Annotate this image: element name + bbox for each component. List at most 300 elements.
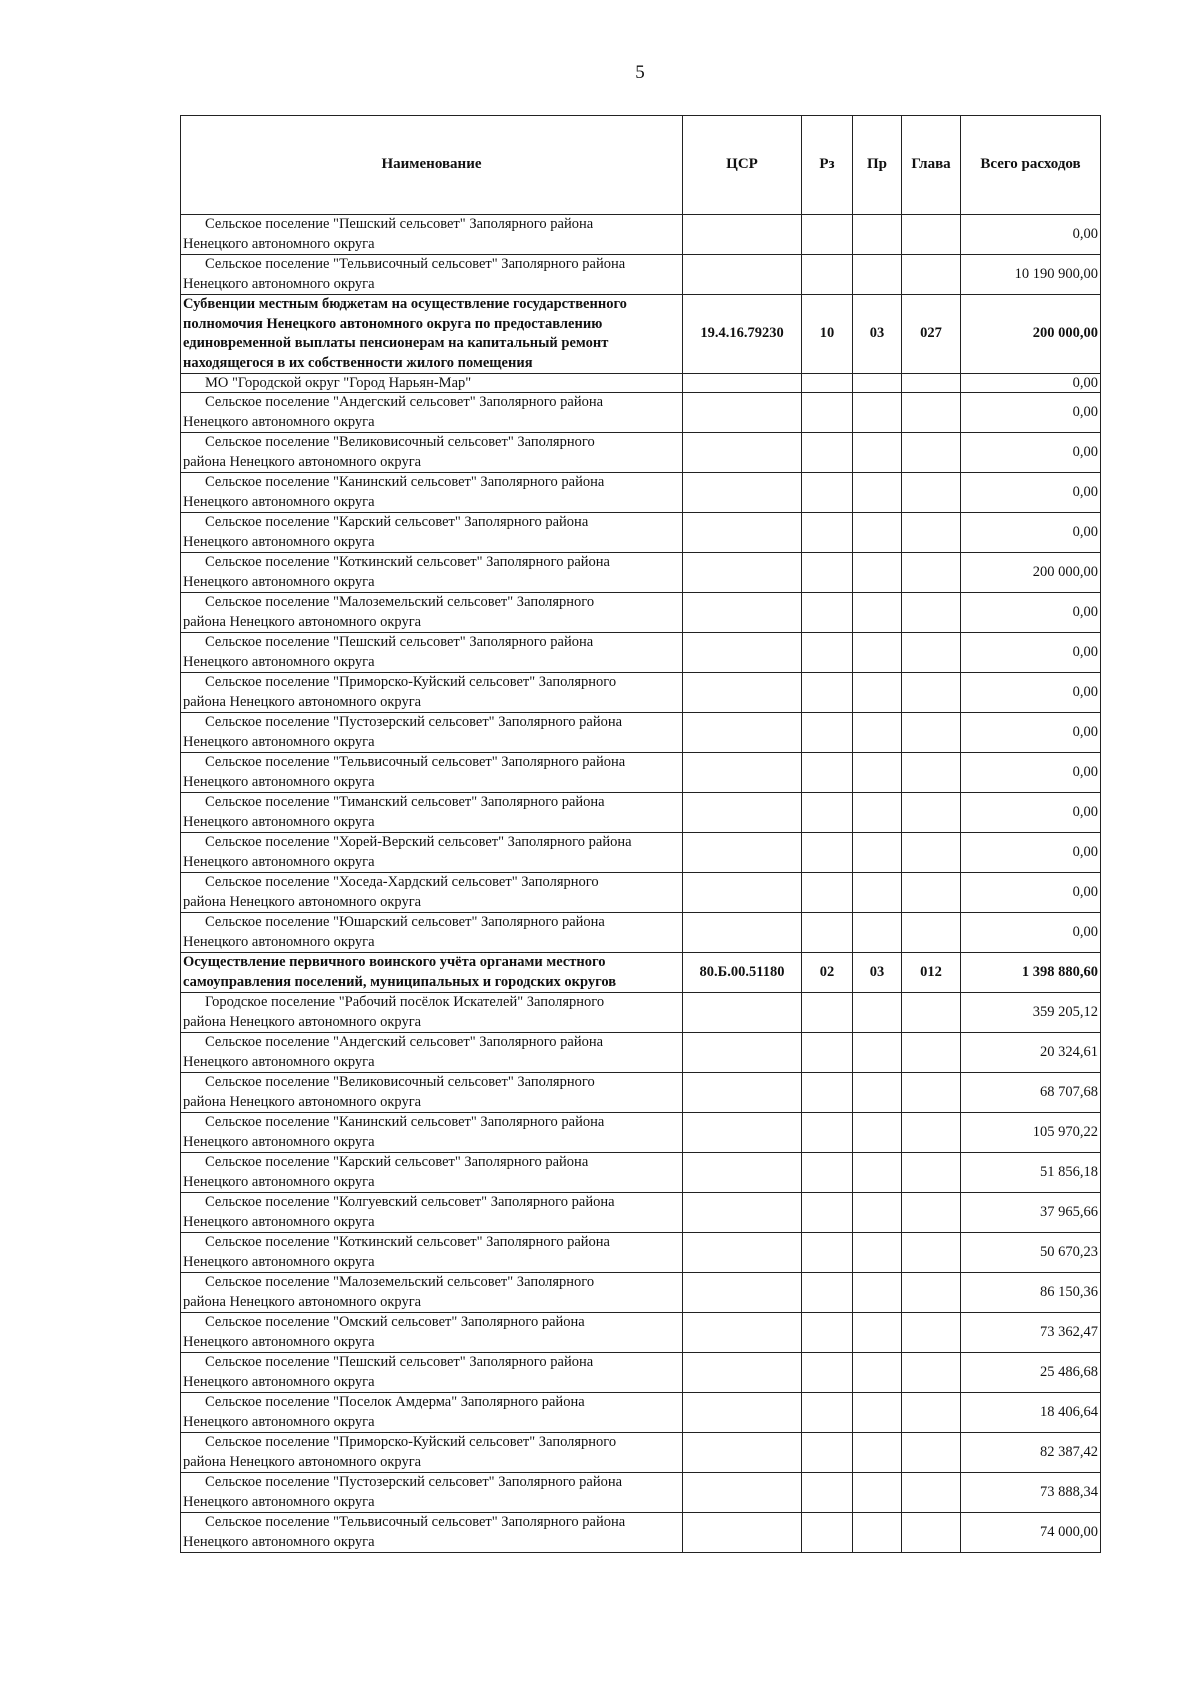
table-row — [181, 1073, 1101, 1113]
cell-csr — [683, 473, 802, 513]
cell-glava — [902, 215, 961, 255]
row-name-line1: Сельское поселение "Великовисочный сельсовет" Заполярного — [205, 434, 595, 450]
cell-rz — [802, 1313, 853, 1353]
cell-rz — [802, 433, 853, 473]
cell-pr — [853, 1313, 902, 1353]
cell-glava — [902, 473, 961, 513]
cell-csr — [683, 753, 802, 793]
row-name-line2: Ненецкого автономного округа — [183, 733, 375, 750]
cell-csr — [683, 873, 802, 913]
cell-rz — [802, 793, 853, 833]
cell-total: 73 888,34 — [961, 1473, 1101, 1513]
cell-pr — [853, 873, 902, 913]
cell-rz — [802, 713, 853, 753]
cell-rz — [802, 1073, 853, 1113]
cell-name — [181, 1513, 683, 1553]
table-row — [181, 513, 1101, 553]
cell-csr — [683, 1313, 802, 1353]
cell-glava — [902, 993, 961, 1033]
cell-rz — [802, 833, 853, 873]
table-row — [181, 255, 1101, 295]
row-name-line1: Сельское поселение "Канинский сельсовет" Заполярного района — [205, 474, 605, 490]
cell-csr — [683, 993, 802, 1033]
row-name-line1: Сельское поселение "Хоседа-Хардский сельсовет" Заполярного — [205, 874, 599, 890]
cell-csr — [683, 1113, 802, 1153]
cell-rz — [802, 1153, 853, 1193]
cell-total: 0,00 — [961, 913, 1101, 953]
cell-total: 0,00 — [961, 433, 1101, 473]
cell-name — [181, 913, 683, 953]
table-row — [181, 1513, 1101, 1553]
row-name-text: Осуществление первичного воинского учёта органами местного самоуправления поселений, муниципальных и городских округов — [183, 954, 617, 990]
cell-glava — [902, 633, 961, 673]
cell-pr — [853, 753, 902, 793]
table-row — [181, 1313, 1101, 1353]
cell-csr — [683, 374, 802, 393]
table-row — [181, 1113, 1101, 1153]
cell-csr — [683, 553, 802, 593]
cell-name — [181, 1153, 683, 1193]
table-row — [181, 1153, 1101, 1193]
cell-name — [181, 953, 683, 993]
cell-glava — [902, 1513, 961, 1553]
table-row-section — [181, 953, 1101, 993]
cell-csr — [683, 1193, 802, 1233]
cell-rz — [802, 753, 853, 793]
cell-csr — [683, 1473, 802, 1513]
row-name-line1: Сельское поселение "Малоземельский сельсовет" Заполярного — [205, 594, 595, 610]
cell-glava — [902, 1273, 961, 1313]
cell-name — [181, 473, 683, 513]
header-name: Наименование — [181, 116, 683, 215]
cell-pr — [853, 1473, 902, 1513]
cell-csr — [683, 513, 802, 553]
cell-glava — [902, 673, 961, 713]
cell-rz — [802, 553, 853, 593]
cell-total: 86 150,36 — [961, 1273, 1101, 1313]
cell-name — [181, 873, 683, 913]
cell-rz — [802, 1273, 853, 1313]
table-row — [181, 1433, 1101, 1473]
cell-glava — [902, 513, 961, 553]
cell-glava — [902, 374, 961, 393]
cell-rz — [802, 673, 853, 713]
cell-csr — [683, 1433, 802, 1473]
cell-total: 0,00 — [961, 513, 1101, 553]
row-name-line2: Ненецкого автономного округа — [183, 1173, 375, 1190]
cell-csr — [683, 1153, 802, 1193]
row-name-line2: Ненецкого автономного округа — [183, 1213, 375, 1230]
cell-name — [181, 713, 683, 753]
row-name-line2: района Ненецкого автономного округа — [183, 1293, 422, 1310]
row-name-line1: Сельское поселение "Коткинский сельсовет" Заполярного района — [205, 554, 610, 570]
cell-name — [181, 1473, 683, 1513]
cell-glava — [902, 873, 961, 913]
table-row-section — [181, 295, 1101, 374]
table-row — [181, 713, 1101, 753]
cell-total: 200 000,00 — [961, 553, 1101, 593]
cell-rz — [802, 1393, 853, 1433]
header-rz: Рз — [802, 116, 853, 215]
cell-pr — [853, 513, 902, 553]
cell-glava — [902, 833, 961, 873]
row-name-line1: Сельское поселение "Пешский сельсовет" Заполярного района — [205, 1354, 594, 1370]
cell-rz — [802, 993, 853, 1033]
cell-glava — [902, 1233, 961, 1273]
cell-glava — [902, 1473, 961, 1513]
cell-name — [181, 1233, 683, 1273]
cell-csr — [683, 215, 802, 255]
row-name-line2: района Ненецкого автономного округа — [183, 1013, 422, 1030]
row-name-text: Субвенции местным бюджетам на осуществление государственного полномочия Ненецкого автономного округа по предоставлению единовременной выплаты пенсионерам на капитальный ремонт находящегося в их собственности жилого помещения — [183, 296, 627, 371]
cell-csr — [683, 593, 802, 633]
row-name-line2: Ненецкого автономного округа — [183, 235, 375, 252]
cell-pr: 03 — [853, 953, 902, 993]
cell-rz — [802, 1033, 853, 1073]
cell-name — [181, 833, 683, 873]
row-name-line2: Ненецкого автономного округа — [183, 813, 375, 830]
cell-glava — [902, 1193, 961, 1233]
row-name-line2: Ненецкого автономного округа — [183, 493, 375, 510]
cell-name — [181, 1193, 683, 1233]
row-name-line2: Ненецкого автономного округа — [183, 653, 375, 670]
cell-pr — [853, 433, 902, 473]
cell-glava — [902, 1353, 961, 1393]
row-name-line1: Сельское поселение "Пустозерский сельсовет" Заполярного района — [205, 1474, 623, 1490]
table-row — [181, 1393, 1101, 1433]
cell-total: 200 000,00 — [961, 295, 1101, 374]
row-name-line1: Сельское поселение "Приморско-Куйский сельсовет" Заполярного — [205, 1434, 617, 1450]
cell-pr — [853, 1153, 902, 1193]
cell-rz — [802, 1193, 853, 1233]
cell-pr — [853, 215, 902, 255]
cell-glava — [902, 433, 961, 473]
cell-name — [181, 633, 683, 673]
cell-pr: 03 — [853, 295, 902, 374]
cell-pr — [853, 713, 902, 753]
cell-glava — [902, 1393, 961, 1433]
cell-pr — [853, 473, 902, 513]
row-name-line2: Ненецкого автономного округа — [183, 1333, 375, 1350]
cell-total: 50 670,23 — [961, 1233, 1101, 1273]
cell-csr — [683, 793, 802, 833]
cell-total: 1 398 880,60 — [961, 953, 1101, 993]
cell-name — [181, 1393, 683, 1433]
row-name-line1: Сельское поселение "Колгуевский сельсовет" Заполярного района — [205, 1194, 615, 1210]
cell-csr — [683, 913, 802, 953]
row-name-line1: Сельское поселение "Поселок Амдерма" Заполярного района — [205, 1394, 585, 1410]
cell-pr — [853, 1513, 902, 1553]
cell-name — [181, 433, 683, 473]
row-name-line1: Сельское поселение "Карский сельсовет" Заполярного района — [205, 514, 589, 530]
cell-name — [181, 673, 683, 713]
cell-pr — [853, 1113, 902, 1153]
budget-table — [180, 115, 1101, 1553]
header-pr: Пр — [853, 116, 902, 215]
row-name-line2: Ненецкого автономного округа — [183, 1533, 375, 1550]
table-row — [181, 993, 1101, 1033]
row-name-line2: Ненецкого автономного округа — [183, 933, 375, 950]
cell-pr — [853, 1073, 902, 1113]
cell-total: 10 190 900,00 — [961, 255, 1101, 295]
table-row — [181, 433, 1101, 473]
table-row — [181, 833, 1101, 873]
row-name-line2: Ненецкого автономного округа — [183, 413, 375, 430]
cell-name — [181, 1353, 683, 1393]
cell-csr — [683, 713, 802, 753]
row-name-line1: Сельское поселение "Малоземельский сельсовет" Заполярного — [205, 1274, 595, 1290]
row-name-line2: Ненецкого автономного округа — [183, 853, 375, 870]
cell-total: 105 970,22 — [961, 1113, 1101, 1153]
cell-rz — [802, 255, 853, 295]
cell-glava — [902, 753, 961, 793]
cell-total: 74 000,00 — [961, 1513, 1101, 1553]
row-name-line2: района Ненецкого автономного округа — [183, 893, 422, 910]
cell-pr — [853, 1273, 902, 1313]
cell-total: 0,00 — [961, 833, 1101, 873]
row-name-line2: Ненецкого автономного округа — [183, 1373, 375, 1390]
row-name-line1: Сельское поселение "Юшарский сельсовет" Заполярного района — [205, 914, 605, 930]
cell-glava — [902, 593, 961, 633]
table-row — [181, 913, 1101, 953]
table-row — [181, 593, 1101, 633]
cell-csr — [683, 1073, 802, 1113]
cell-total: 25 486,68 — [961, 1353, 1101, 1393]
cell-glava — [902, 913, 961, 953]
row-name-line2: Ненецкого автономного округа — [183, 773, 375, 790]
row-name-line2: района Ненецкого автономного округа — [183, 1453, 422, 1470]
table-row — [181, 753, 1101, 793]
cell-name — [181, 793, 683, 833]
cell-pr — [853, 673, 902, 713]
cell-glava — [902, 1153, 961, 1193]
cell-glava — [902, 1313, 961, 1353]
cell-pr — [853, 793, 902, 833]
row-name-line2: района Ненецкого автономного округа — [183, 1093, 422, 1110]
cell-csr — [683, 633, 802, 673]
cell-glava — [902, 793, 961, 833]
cell-csr — [683, 833, 802, 873]
row-name-line2: Ненецкого автономного округа — [183, 1493, 375, 1510]
cell-name — [181, 393, 683, 433]
cell-csr — [683, 1513, 802, 1553]
cell-glava: 012 — [902, 953, 961, 993]
cell-rz — [802, 913, 853, 953]
cell-glava — [902, 553, 961, 593]
cell-total: 18 406,64 — [961, 1393, 1101, 1433]
row-name-line2: Ненецкого автономного округа — [183, 275, 375, 292]
cell-csr — [683, 1233, 802, 1273]
cell-name — [181, 1313, 683, 1353]
cell-rz — [802, 873, 853, 913]
cell-glava — [902, 1113, 961, 1153]
row-name-line2: Ненецкого автономного округа — [183, 1133, 375, 1150]
table-row — [181, 393, 1101, 433]
table-row — [181, 215, 1101, 255]
table-row — [181, 374, 1101, 393]
table-row — [181, 673, 1101, 713]
cell-rz — [802, 1233, 853, 1273]
row-name-line1: Сельское поселение "Тельвисочный сельсовет" Заполярного района — [205, 256, 626, 272]
table-row — [181, 873, 1101, 913]
row-name-line1: Городское поселение "Рабочий посёлок Искателей" Заполярного — [205, 994, 605, 1010]
row-name-line1: Сельское поселение "Тиманский сельсовет" Заполярного района — [205, 794, 605, 810]
row-name-line1: Сельское поселение "Андегский сельсовет" Заполярного района — [205, 394, 604, 410]
cell-name — [181, 513, 683, 553]
row-name-line1: Сельское поселение "Пешский сельсовет" Заполярного района — [205, 634, 594, 650]
cell-pr — [853, 374, 902, 393]
row-name-line1: Сельское поселение "Омский сельсовет" Заполярного района — [205, 1314, 585, 1330]
cell-name — [181, 374, 683, 393]
header-csr: ЦСР — [683, 116, 802, 215]
cell-total: 0,00 — [961, 473, 1101, 513]
cell-pr — [853, 553, 902, 593]
cell-name — [181, 753, 683, 793]
cell-pr — [853, 633, 902, 673]
cell-glava — [902, 1073, 961, 1113]
row-name-line2: Ненецкого автономного округа — [183, 573, 375, 590]
page-number: 5 — [635, 62, 645, 83]
cell-pr — [853, 1433, 902, 1473]
row-name-line1: Сельское поселение "Пустозерский сельсовет" Заполярного района — [205, 714, 623, 730]
cell-total: 359 205,12 — [961, 993, 1101, 1033]
cell-rz — [802, 374, 853, 393]
cell-glava — [902, 393, 961, 433]
cell-name — [181, 1433, 683, 1473]
cell-pr — [853, 833, 902, 873]
cell-rz — [802, 593, 853, 633]
row-name-line2: района Ненецкого автономного округа — [183, 453, 422, 470]
cell-rz — [802, 513, 853, 553]
cell-total: 0,00 — [961, 673, 1101, 713]
cell-total: 0,00 — [961, 374, 1101, 393]
cell-csr — [683, 1393, 802, 1433]
cell-rz — [802, 1473, 853, 1513]
cell-pr — [853, 1193, 902, 1233]
row-name-line1: Сельское поселение "Тельвисочный сельсовет" Заполярного района — [205, 1514, 626, 1530]
header-total: Всего расходов — [961, 116, 1101, 215]
cell-rz — [802, 473, 853, 513]
cell-total: 82 387,42 — [961, 1433, 1101, 1473]
cell-total: 0,00 — [961, 713, 1101, 753]
cell-pr — [853, 255, 902, 295]
row-name-line1: Сельское поселение "Тельвисочный сельсовет" Заполярного района — [205, 754, 626, 770]
cell-name — [181, 553, 683, 593]
row-name-line2: района Ненецкого автономного округа — [183, 693, 422, 710]
cell-name — [181, 1073, 683, 1113]
cell-pr — [853, 1233, 902, 1273]
cell-rz — [802, 1433, 853, 1473]
row-name-line2: района Ненецкого автономного округа — [183, 613, 422, 630]
row-name-line1: Сельское поселение "Хорей-Верский сельсовет" Заполярного района — [205, 834, 632, 850]
table-row — [181, 1233, 1101, 1273]
cell-csr — [683, 1353, 802, 1393]
cell-csr — [683, 1273, 802, 1313]
cell-total: 0,00 — [961, 753, 1101, 793]
row-name-line1: Сельское поселение "Канинский сельсовет" Заполярного района — [205, 1114, 605, 1130]
row-name-line2: Ненецкого автономного округа — [183, 1253, 375, 1270]
cell-csr — [683, 255, 802, 295]
cell-name — [181, 1113, 683, 1153]
cell-pr — [853, 1033, 902, 1073]
cell-csr — [683, 433, 802, 473]
cell-rz — [802, 633, 853, 673]
cell-total: 73 362,47 — [961, 1313, 1101, 1353]
header-glava: Глава — [902, 116, 961, 215]
cell-pr — [853, 1393, 902, 1433]
cell-csr — [683, 1033, 802, 1073]
cell-total: 20 324,61 — [961, 1033, 1101, 1073]
table-row — [181, 1353, 1101, 1393]
cell-csr: 80.Б.00.51180 — [683, 953, 802, 993]
table-row — [181, 1473, 1101, 1513]
cell-name — [181, 593, 683, 633]
cell-csr: 19.4.16.79230 — [683, 295, 802, 374]
cell-rz — [802, 215, 853, 255]
cell-csr — [683, 393, 802, 433]
cell-rz — [802, 1113, 853, 1153]
row-name-line1: Сельское поселение "Коткинский сельсовет" Заполярного района — [205, 1234, 610, 1250]
cell-name — [181, 1033, 683, 1073]
table-header-row — [181, 116, 1101, 215]
cell-glava — [902, 1033, 961, 1073]
table-row — [181, 553, 1101, 593]
table-row — [181, 793, 1101, 833]
cell-total: 51 856,18 — [961, 1153, 1101, 1193]
cell-rz — [802, 1513, 853, 1553]
table-row — [181, 633, 1101, 673]
cell-pr — [853, 393, 902, 433]
cell-total: 0,00 — [961, 393, 1101, 433]
row-name-line1: Сельское поселение "Андегский сельсовет" Заполярного района — [205, 1034, 604, 1050]
cell-pr — [853, 593, 902, 633]
row-name-line1: Сельское поселение "Карский сельсовет" Заполярного района — [205, 1154, 589, 1170]
cell-rz — [802, 393, 853, 433]
cell-rz: 10 — [802, 295, 853, 374]
cell-name — [181, 255, 683, 295]
row-name-line1: Сельское поселение "Пешский сельсовет" Заполярного района — [205, 216, 594, 232]
cell-rz — [802, 1353, 853, 1393]
cell-total: 0,00 — [961, 215, 1101, 255]
cell-glava — [902, 255, 961, 295]
row-name-line2: Ненецкого автономного округа — [183, 533, 375, 550]
cell-name — [181, 993, 683, 1033]
table-row — [181, 1273, 1101, 1313]
cell-pr — [853, 1353, 902, 1393]
cell-total: 68 707,68 — [961, 1073, 1101, 1113]
cell-total: 37 965,66 — [961, 1193, 1101, 1233]
cell-csr — [683, 673, 802, 713]
row-name-line2: Ненецкого автономного округа — [183, 1413, 375, 1430]
cell-name — [181, 295, 683, 374]
row-name-line1: Сельское поселение "Великовисочный сельсовет" Заполярного — [205, 1074, 595, 1090]
cell-total: 0,00 — [961, 793, 1101, 833]
cell-total: 0,00 — [961, 633, 1101, 673]
table-row — [181, 1033, 1101, 1073]
cell-glava: 027 — [902, 295, 961, 374]
cell-glava — [902, 713, 961, 753]
cell-name — [181, 215, 683, 255]
cell-glava — [902, 1433, 961, 1473]
cell-total: 0,00 — [961, 873, 1101, 913]
row-name-line2: Ненецкого автономного округа — [183, 1053, 375, 1070]
cell-total: 0,00 — [961, 593, 1101, 633]
table-row — [181, 473, 1101, 513]
cell-pr — [853, 993, 902, 1033]
row-name-line1: МО "Городской округ "Город Нарьян-Мар" — [205, 375, 472, 391]
cell-pr — [853, 913, 902, 953]
table-row — [181, 1193, 1101, 1233]
